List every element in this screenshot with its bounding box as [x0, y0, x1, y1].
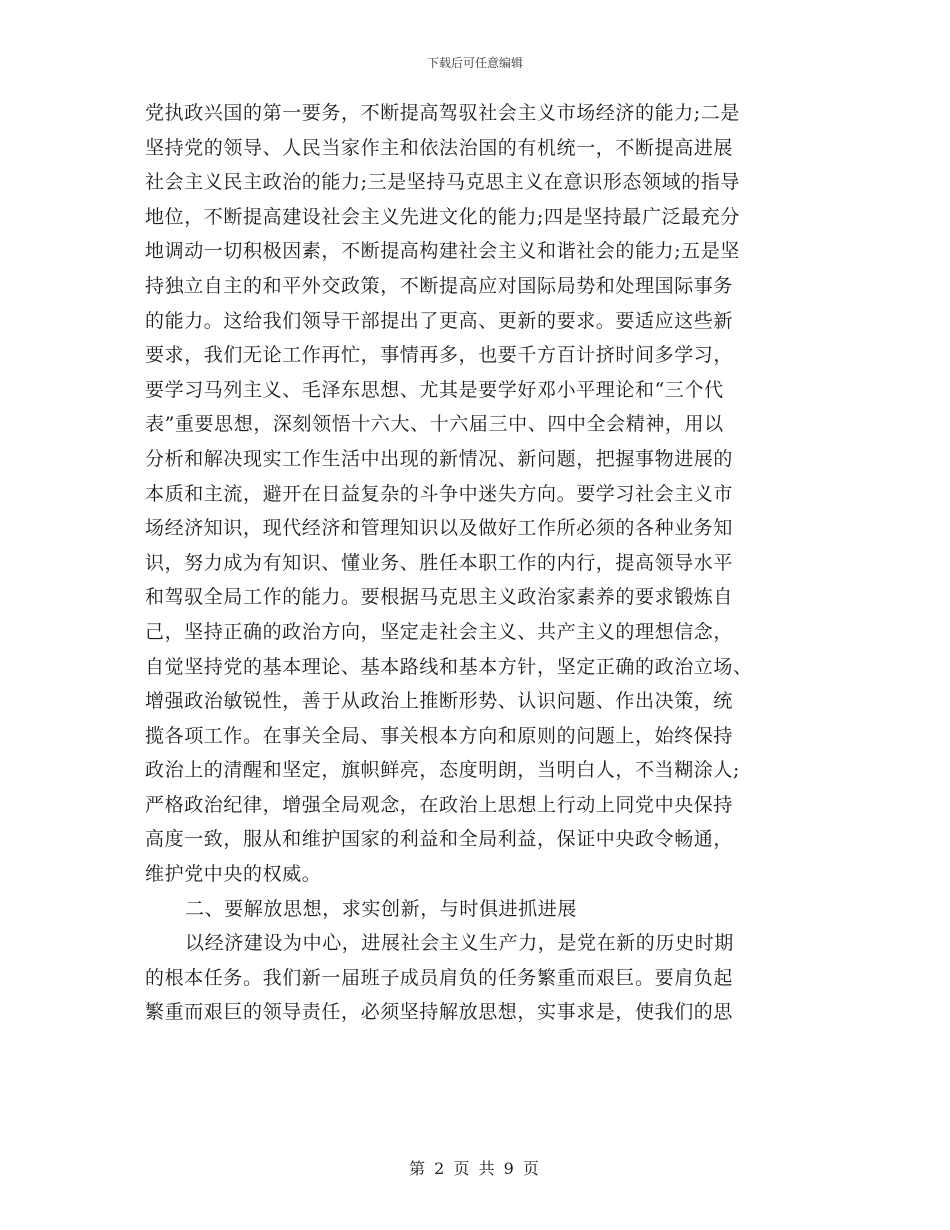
body-text	[145, 96, 805, 1030]
text-line: 党执政兴国的第一要务，不断提高驾驭社会主义市场经济的能力;二是	[145, 102, 741, 124]
page-header: 下载后可任意编辑	[426, 56, 523, 70]
text-line: 要学习马列主义、毛泽东思想、尤其是要学好邓小平理论和“三个代	[145, 378, 724, 401]
text-line: 己，坚持正确的政治方向，坚定走社会主义、共产主义的理想信念，	[145, 620, 734, 643]
text-line: 分析和解决现实工作生活中出现的新情况、新问题，把握事物进展的	[145, 447, 734, 470]
text-line: 本质和主流，避开在日益复杂的斗争中迷失方向。要学习社会主义市	[145, 482, 734, 505]
text-line: 和驾驭全局工作的能力。要根据马克思主义政治家素养的要求锻炼自	[145, 586, 734, 609]
text-line: 高度一致，服从和维护国家的利益和全局利益，保证中央政令畅通，	[145, 828, 734, 851]
text-line: 二、要解放思想，求实创新，与时俱进抓进展	[185, 897, 578, 920]
text-line: 政治上的清醒和坚定，旗帜鲜亮，态度明朗，当明白人，不当糊涂人;	[145, 759, 741, 782]
text-line: 自觉坚持党的基本理论、基本路线和基本方针，坚定正确的政治立场、	[145, 655, 753, 678]
text-line: 持独立自主的和平外交政策，不断提高应对国际局势和处理国际事务	[145, 274, 734, 297]
text-line: 地调动一切积极因素，不断提高构建社会主义和谐社会的能力;五是坚	[145, 240, 741, 263]
text-line: 维护党中央的权威。	[145, 863, 322, 886]
text-line: 严格政治纪律，增强全局观念，在政治上思想上行动上同党中央保持	[145, 793, 734, 816]
text-line: 表”重要思想，深刻领悟十六大、十六届三中、四中全会精神，用以	[145, 413, 724, 436]
text-line: 要求，我们无论工作再忙，事情再多，也要千方百计挤时间多学习，	[145, 344, 734, 367]
text-line: 繁重而艰巨的领导责任，必须坚持解放思想，实事求是，使我们的思	[145, 1001, 734, 1024]
text-line: 增强政治敏锐性，善于从政治上推断形势、认识问题、作出决策，统	[145, 690, 734, 713]
text-line: 的能力。这给我们领导干部提出了更高、更新的要求。要适应这些新	[145, 309, 734, 332]
text-line: 场经济知识，现代经济和管理知识以及做好工作所必须的各种业务知	[145, 517, 734, 540]
text-line: 以经济建设为中心，进展社会主义生产力，是党在新的历史时期	[185, 932, 734, 955]
page-footer: 第 2 页 共 9 页	[409, 1159, 541, 1178]
text-line: 识，努力成为有知识、懂业务、胜任本职工作的内行，提高领导水平	[145, 551, 734, 574]
text-line: 揽各项工作。在事关全局、事关根本方向和原则的问题上，始终保持	[145, 724, 734, 747]
text-line: 坚持党的领导、人民当家作主和依法治国的有机统一，不断提高进展	[145, 136, 734, 159]
text-line: 社会主义民主政治的能力;三是坚持马克思主义在意识形态领域的指导	[145, 171, 741, 194]
text-line: 的根本任务。我们新一届班子成员肩负的任务繁重而艰巨。要肩负起	[145, 966, 734, 989]
text-line: 地位，不断提高建设社会主义先进文化的能力;四是坚持最广泛最充分	[145, 205, 741, 228]
